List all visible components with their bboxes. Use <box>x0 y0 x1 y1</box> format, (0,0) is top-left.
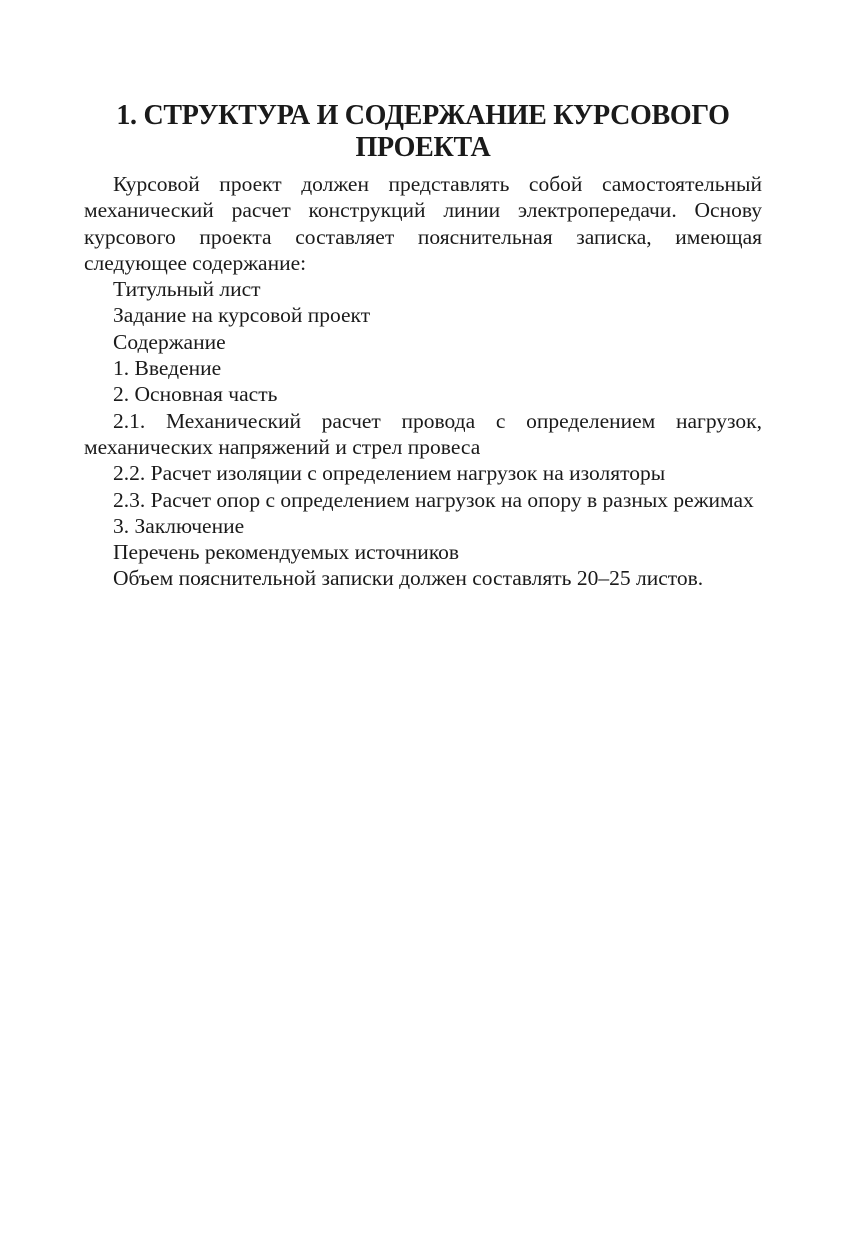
section-heading-line-2: ПРОЕКТА <box>355 132 491 163</box>
list-item-main-part: 2. Основная часть <box>113 382 278 407</box>
section-body <box>84 171 762 592</box>
list-item-introduction: 1. Введение <box>113 356 222 381</box>
list-item-2-3: 2.3. Расчет опор с определением нагрузок на опору в разных режимах <box>113 487 754 512</box>
section-heading-line-1: 1. СТРУКТУРА И СОДЕРЖАНИЕ КУРСОВОГО <box>116 100 730 131</box>
volume-note: Объем пояснительной записки должен составлять 20–25 листов. <box>113 566 704 591</box>
intro-paragraph: Курсовой проект должен представлять собой самостоятельный механический расчет конструкций линии электропередачи. Основу курсового проекта составляет пояснительная записка, имеющая следующее содержание: <box>84 172 762 275</box>
list-item-2-1: 2.1. Механический расчет провода с определением нагрузок, механических напряжений и стрел провеса <box>84 408 762 459</box>
list-item-contents: Содержание <box>113 329 226 354</box>
list-item-title-page: Титульный лист <box>113 277 261 302</box>
section-heading <box>84 100 762 164</box>
list-item-assignment: Задание на курсовой проект <box>113 303 371 328</box>
document-page <box>84 100 762 592</box>
list-item-2-2: 2.2. Расчет изоляции с определением нагрузок на изоляторы <box>113 461 666 486</box>
list-item-references: Перечень рекомендуемых источников <box>113 540 460 565</box>
list-item-conclusion: 3. Заключение <box>113 513 245 538</box>
